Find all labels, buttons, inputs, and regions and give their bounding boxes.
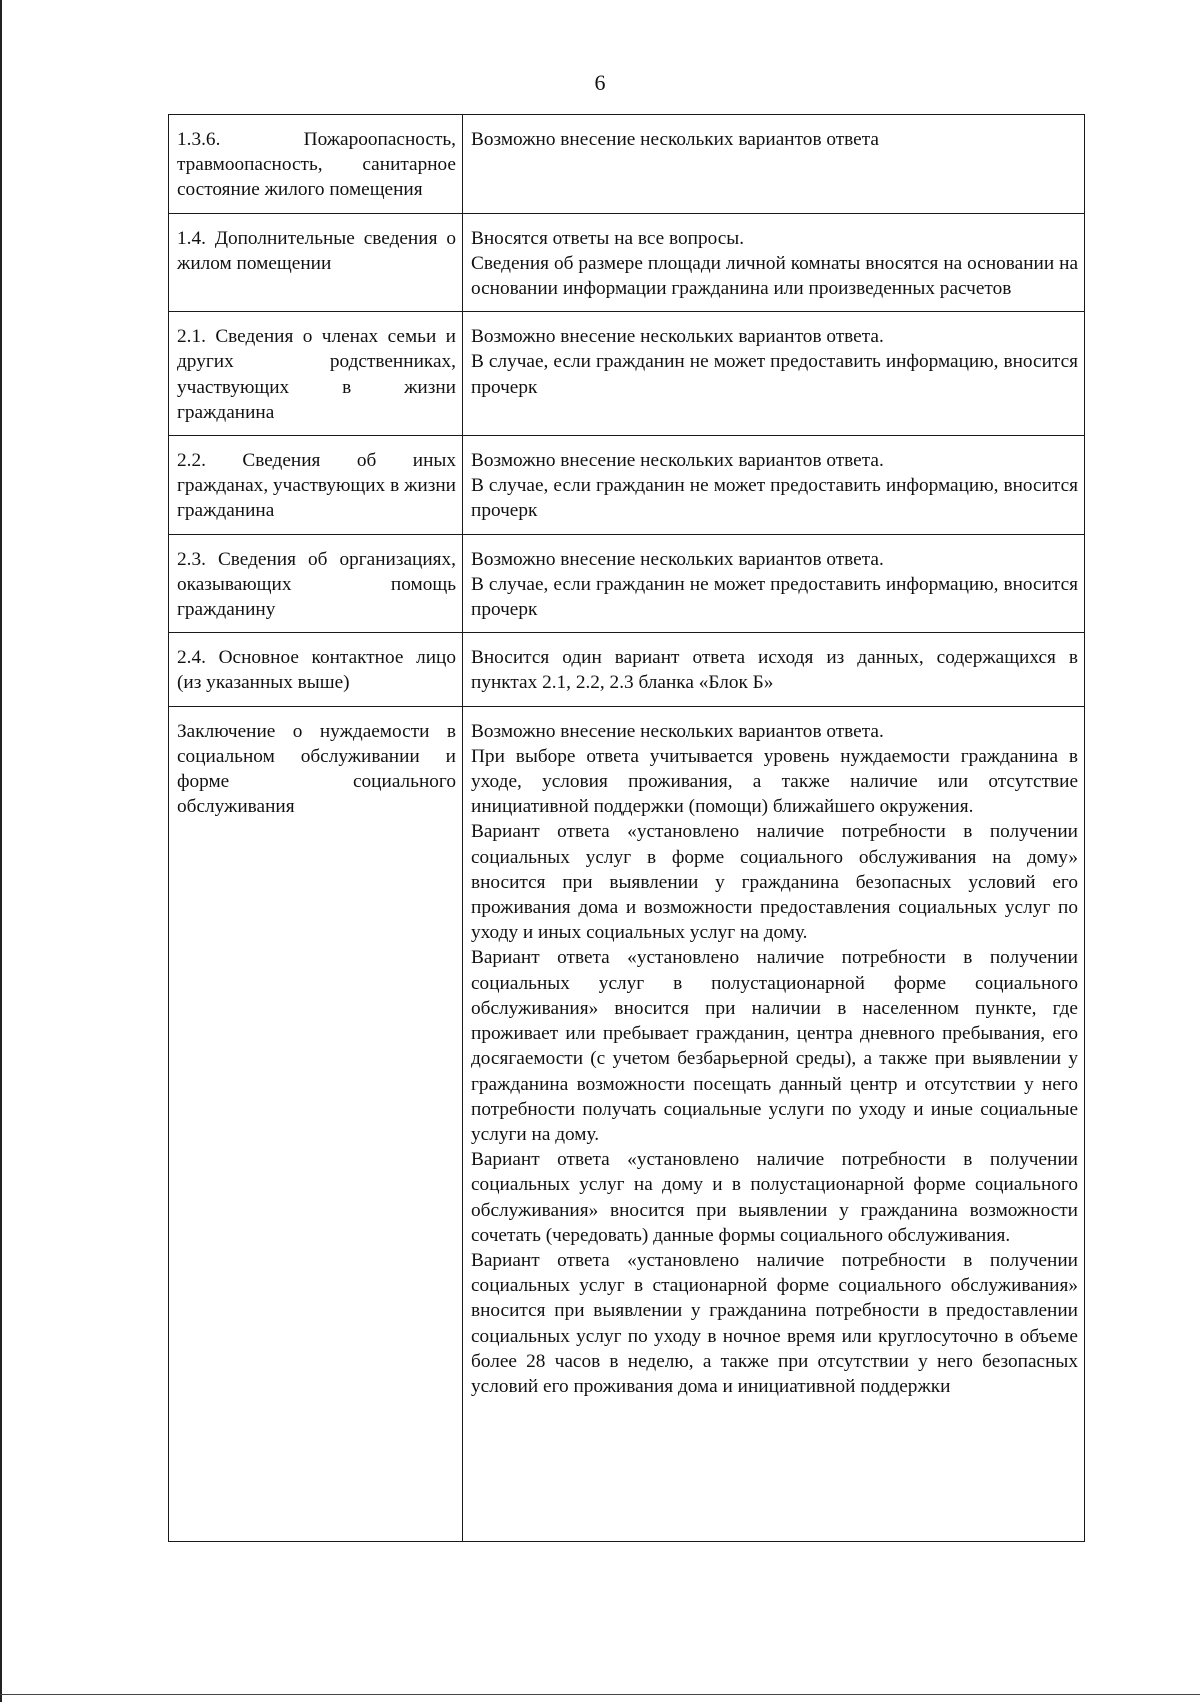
table-row xyxy=(169,115,1085,214)
description-paragraph: Возможно внесение нескольких вариантов ответа. xyxy=(471,326,884,348)
row-heading: 2.2. Сведения об иных гражданах, участвующих в жизни гражданина xyxy=(169,436,463,535)
row-description xyxy=(463,115,1085,214)
requirements-table xyxy=(168,114,1085,1542)
row-heading: 1.4. Дополнительные сведения о жилом помещении xyxy=(169,213,463,312)
description-paragraph: Вносятся ответы на все вопросы. xyxy=(471,227,745,249)
description-paragraph: Возможно внесение нескольких вариантов ответа. xyxy=(471,720,884,742)
description-paragraph: Вариант ответа «установлено наличие потребности в получении социальных услуг в стационарной форме социального обслуживания» вносится при выявлении у гражданина потребности в предоставлении социальных услуг по уходу в ночное время или круглосуточно в объеме более 28 часов в неделю, а также при отсутствии у него безопасных условий его проживания дома и инициативной поддержки xyxy=(471,1249,1078,1397)
page-number: 6 xyxy=(594,70,606,95)
table-row xyxy=(169,436,1085,535)
row-description xyxy=(463,312,1085,436)
description-paragraph: Вариант ответа «установлено наличие потребности в получении социальных услуг в полустационарной форме социального обслуживания» вносится при наличии в населенном пункте, где проживает или пребывает гражданин, центра дневного пребывания, его досягаемости (с учетом безбарьерной среды), а также при выявлении у гражданина возможности посещать данный центр и отсутствии у него потребности получать социальные услуги по уходу и иные социальные услуги на дому. xyxy=(471,947,1078,1145)
description-paragraph: Возможно внесение нескольких вариантов ответа. xyxy=(471,450,884,472)
row-heading: 2.1. Сведения о членах семьи и других родственниках, участвующих в жизни гражданина xyxy=(169,312,463,436)
row-heading: 1.3.6. Пожароопасность, травмоопасность, санитарное состояние жилого помещения xyxy=(169,115,463,214)
table-row xyxy=(169,213,1085,312)
row-description xyxy=(463,706,1085,1541)
description-paragraph: При выборе ответа учитывается уровень нуждаемости гражданина в уходе, условия проживания, а также наличие или отсутствие инициативной поддержки (помощи) ближайшего окружения. xyxy=(471,745,1078,818)
description-paragraph: Вносится один вариант ответа исходя из данных, содержащихся в пунктах 2.1, 2.2, 2.3 бланка «Блок Б» xyxy=(471,647,1078,694)
row-description xyxy=(463,633,1085,706)
description-paragraph: В случае, если гражданин не может предоставить информацию, вносится прочерк xyxy=(471,475,1078,522)
row-description xyxy=(463,213,1085,312)
description-paragraph: Вариант ответа «установлено наличие потребности в получении социальных услуг в форме социального обслуживания на дому» вносится при выявлении у гражданина безопасных условий его проживания дома и возможности предоставления социальных услуг по уходу и иных социальных услуг на дому. xyxy=(471,821,1078,944)
row-heading: Заключение о нуждаемости в социальном обслуживании и форме социального обслуживания xyxy=(169,706,463,1541)
row-description xyxy=(463,436,1085,535)
row-heading: 2.4. Основное контактное лицо (из указанных выше) xyxy=(169,633,463,706)
table-row xyxy=(169,534,1085,633)
description-paragraph: В случае, если гражданин не может предоставить информацию, вносится прочерк xyxy=(471,573,1078,621)
table-row xyxy=(169,312,1085,436)
description-paragraph: В случае, если гражданин не может предоставить информацию, вносится прочерк xyxy=(471,351,1078,398)
scan-edge-left xyxy=(0,0,2,1702)
row-description xyxy=(463,534,1085,633)
description-paragraph: Вариант ответа «установлено наличие потребности в получении социальных услуг на дому и в полустационарной форме социального обслуживания» вносится при выявлении у гражданина возможности сочетать (чередовать) данные формы социального обслуживания. xyxy=(471,1149,1078,1246)
description-paragraph: Сведения об размере площади личной комнаты вносятся на основании на основании информации гражданина или произведенных расчетов xyxy=(471,252,1078,300)
description-paragraph: Возможно внесение нескольких вариантов ответа. xyxy=(471,548,884,570)
table-row xyxy=(169,706,1085,1541)
table-row xyxy=(169,633,1085,706)
description-paragraph: Возможно внесение нескольких вариантов ответа xyxy=(471,129,879,150)
row-heading: 2.3. Сведения об организациях, оказывающих помощь гражданину xyxy=(169,534,463,633)
scan-edge-bottom xyxy=(0,1694,1200,1695)
